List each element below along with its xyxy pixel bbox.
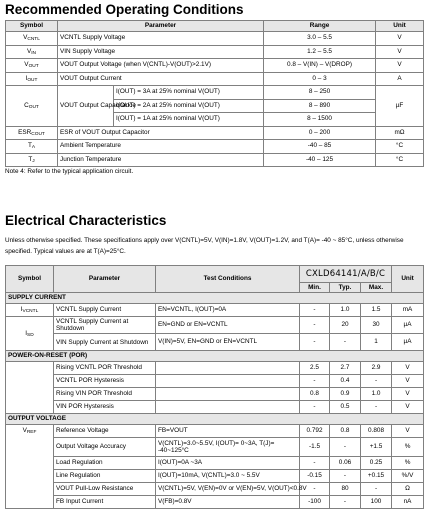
ec-intro: Unless otherwise specified. These specifications apply over V(CNTL)=5V, V(IN)=1.8V, V(OUT)=1.2V, and T(A)= -40 ~ 85°C, unless otherwise specified. Typical values are at T(A)=25°C.	[5, 237, 404, 255]
max-cell: 2.9	[361, 362, 392, 375]
table-row	[6, 483, 424, 496]
roc-header-row	[6, 21, 424, 32]
condition-cell	[156, 362, 300, 375]
table-row	[6, 140, 424, 154]
parameter-cell: Reference Voltage	[54, 425, 156, 438]
parameter-cell: VCNTL POR Hysteresis	[54, 375, 156, 388]
parameter-cell: Rising VCNTL POR Threshold	[54, 362, 156, 375]
table-row	[6, 126, 424, 140]
parameter-cell: Rising VIN POR Threshold	[54, 388, 156, 401]
typ-cell: 0.9	[330, 388, 361, 401]
typ-cell: 2.7	[330, 362, 361, 375]
condition-cell: I(OUT)=10mA, V(CNTL)=3.0 ~ 5.5V	[156, 470, 300, 483]
unit-cell: V	[376, 32, 424, 46]
symbol-cell: $I_{SD}$	[6, 317, 54, 351]
unit-cell: µA	[392, 334, 424, 351]
max-cell: 1.0	[361, 388, 392, 401]
group-row-por	[6, 351, 424, 362]
ec-header-typ: Typ.	[330, 283, 361, 293]
max-cell: 1.5	[361, 304, 392, 317]
parameter-cell: VCNTL Supply Current at Shutdown	[54, 317, 156, 334]
table-row	[6, 32, 424, 46]
typ-cell: 0.8	[330, 425, 361, 438]
condition-cell: FB=VOUT	[156, 425, 300, 438]
range-cell: 8 – 250	[264, 86, 376, 100]
typ-cell: 0.5	[330, 401, 361, 414]
roc-header-symbol: Symbol	[6, 21, 58, 32]
typ-cell: 80	[330, 483, 361, 496]
condition-cell: I(OUT)=0A ~3A	[156, 457, 300, 470]
unit-cell: V	[392, 362, 424, 375]
max-cell: -	[361, 401, 392, 414]
min-cell: -	[300, 375, 330, 388]
typ-cell: -	[330, 334, 361, 351]
condition-cell: V(CNTL)=5V, V(EN)=0V or V(EN)=5V, V(OUT)<0.8V	[156, 483, 300, 496]
min-cell: -1.5	[300, 438, 330, 457]
unit-cell: V	[376, 45, 424, 59]
parameter-cell: Load Regulation	[54, 457, 156, 470]
typ-cell: 20	[330, 317, 361, 334]
range-cell: 0 – 3	[264, 72, 376, 86]
condition-cell: V(FB)=0.8V	[156, 496, 300, 509]
range-cell: -40 – 125	[264, 153, 376, 167]
parameter-cell: VOUT Output Current	[58, 72, 264, 86]
typ-cell: 0.06	[330, 457, 361, 470]
ec-table	[5, 265, 424, 509]
range-cell: 0 – 200	[264, 126, 376, 140]
condition-cell	[156, 401, 300, 414]
parameter-cell: Ambient Temperature	[58, 140, 264, 154]
ec-title: Electrical Characteristics	[5, 213, 167, 228]
max-cell: 1	[361, 334, 392, 351]
condition-cell: EN=GND or EN=VCNTL	[156, 317, 300, 334]
group-label: OUTPUT VOLTAGE	[6, 414, 424, 425]
min-cell: -	[300, 334, 330, 351]
table-row	[6, 59, 424, 73]
symbol-cell: $T_J$	[6, 153, 58, 167]
min-cell: -	[300, 457, 330, 470]
roc-table	[5, 20, 424, 167]
unit-cell: %	[392, 438, 424, 457]
max-cell: 100	[361, 496, 392, 509]
min-cell: 2.5	[300, 362, 330, 375]
symbol-cell: $ESR_{COUT}$	[6, 126, 58, 140]
parameter-cell: Junction Temperature	[58, 153, 264, 167]
typ-cell: -	[330, 496, 361, 509]
min-cell: -	[300, 401, 330, 414]
range-cell: -40 – 85	[264, 140, 376, 154]
range-cell: 0.8 – V(IN) – V(DROP)	[264, 59, 376, 73]
table-row	[6, 388, 424, 401]
min-cell: 0.8	[300, 388, 330, 401]
unit-cell: µF	[376, 86, 424, 127]
roc-header-range: Range	[264, 21, 376, 32]
group-row-supply	[6, 293, 424, 304]
symbol-cell: $C_{OUT}$	[6, 86, 58, 127]
table-row	[6, 153, 424, 167]
typ-cell: -	[330, 470, 361, 483]
condition-cell: I(OUT) = 2A at 25% nominal V(OUT)	[114, 99, 264, 113]
unit-cell: °C	[376, 153, 424, 167]
max-cell: +1.5	[361, 438, 392, 457]
table-row	[6, 72, 424, 86]
ec-header-conditions: Test Conditions	[156, 266, 300, 293]
unit-cell: V	[392, 401, 424, 414]
unit-cell: µA	[392, 317, 424, 334]
roc-title: Recommended Operating Conditions	[5, 2, 244, 17]
ec-header-part-number: CXLD64141/A/B/C	[300, 266, 392, 283]
max-cell: -	[361, 375, 392, 388]
table-row	[6, 496, 424, 509]
parameter-cell: VOUT Output Capacitance	[58, 86, 114, 127]
parameter-cell: VCNTL Supply Voltage	[58, 32, 264, 46]
unit-cell: mΩ	[376, 126, 424, 140]
symbol-cell: $V_{IN}$	[6, 45, 58, 59]
typ-cell: 0.4	[330, 375, 361, 388]
ec-header-max: Max.	[361, 283, 392, 293]
roc-note: Note 4: Refer to the typical application circuit.	[5, 168, 134, 175]
table-row	[6, 457, 424, 470]
unit-cell: A	[376, 72, 424, 86]
max-cell: -	[361, 483, 392, 496]
group-label: SUPPLY CURRENT	[6, 293, 424, 304]
symbol-cell	[6, 362, 54, 414]
table-row	[6, 362, 424, 375]
max-cell: 0.808	[361, 425, 392, 438]
range-cell: 3.0 – 5.5	[264, 32, 376, 46]
condition-cell	[156, 388, 300, 401]
unit-cell: V	[376, 59, 424, 73]
unit-cell: mA	[392, 304, 424, 317]
symbol-cell: $I_{VCNTL}$	[6, 304, 54, 317]
min-cell: -	[300, 304, 330, 317]
table-row	[6, 375, 424, 388]
parameter-cell: VOUT Pull-Low Resistance	[54, 483, 156, 496]
table-row	[6, 334, 424, 351]
max-cell: 30	[361, 317, 392, 334]
table-row	[6, 401, 424, 414]
parameter-cell: VIN POR Hysteresis	[54, 401, 156, 414]
unit-cell: %	[392, 457, 424, 470]
max-cell: 0.25	[361, 457, 392, 470]
symbol-cell: $I_{OUT}$	[6, 72, 58, 86]
typ-cell: 1.0	[330, 304, 361, 317]
ec-header-symbol: Symbol	[6, 266, 54, 293]
parameter-cell: VOUT Output Voltage (when V(CNTL)-V(OUT)>2.1V)	[58, 59, 264, 73]
table-row	[6, 317, 424, 334]
condition-cell: EN=VCNTL, I(OUT)=0A	[156, 304, 300, 317]
roc-header-parameter: Parameter	[58, 21, 264, 32]
condition-cell: V(CNTL)=3.0~5.5V, I(OUT)= 0~3A, T(J)= -40~125°C	[156, 438, 300, 457]
symbol-cell: $V_{REF}$	[6, 425, 54, 509]
symbol-cell: $V_{CNTL}$	[6, 32, 58, 46]
table-row	[6, 45, 424, 59]
parameter-cell: VCNTL Supply Current	[54, 304, 156, 317]
group-label: POWER-ON-RESET (POR)	[6, 351, 424, 362]
symbol-cell: $T_A$	[6, 140, 58, 154]
parameter-cell: VIN Supply Current at Shutdown	[54, 334, 156, 351]
table-row	[6, 470, 424, 483]
table-row	[6, 86, 424, 100]
unit-cell: V	[392, 425, 424, 438]
condition-cell	[156, 375, 300, 388]
ec-header-row	[6, 266, 424, 283]
condition-cell: V(IN)=5V, EN=GND or EN=VCNTL	[156, 334, 300, 351]
unit-cell: °C	[376, 140, 424, 154]
min-cell: 0.792	[300, 425, 330, 438]
unit-cell: Ω	[392, 483, 424, 496]
min-cell: -	[300, 317, 330, 334]
parameter-cell: VIN Supply Voltage	[58, 45, 264, 59]
roc-header-unit: Unit	[376, 21, 424, 32]
typ-cell: -	[330, 438, 361, 457]
min-cell: -	[300, 483, 330, 496]
unit-cell: nA	[392, 496, 424, 509]
group-row-output	[6, 414, 424, 425]
parameter-cell: Line Regulation	[54, 470, 156, 483]
condition-cell: I(OUT) = 1A at 25% nominal V(OUT)	[114, 113, 264, 127]
ec-header-min: Min.	[300, 283, 330, 293]
ec-header-parameter: Parameter	[54, 266, 156, 293]
parameter-cell: ESR of VOUT Output Capacitor	[58, 126, 264, 140]
range-cell: 8 – 1500	[264, 113, 376, 127]
min-cell: -0.15	[300, 470, 330, 483]
table-row	[6, 304, 424, 317]
parameter-cell: Output Voltage Accuracy	[54, 438, 156, 457]
unit-cell: V	[392, 375, 424, 388]
symbol-cell: $V_{OUT}$	[6, 59, 58, 73]
unit-cell: V	[392, 388, 424, 401]
min-cell: -100	[300, 496, 330, 509]
condition-cell: I(OUT) = 3A at 25% nominal V(OUT)	[114, 86, 264, 100]
parameter-cell: FB Input Current	[54, 496, 156, 509]
range-cell: 8 – 890	[264, 99, 376, 113]
table-row	[6, 425, 424, 438]
ec-header-unit: Unit	[392, 266, 424, 293]
unit-cell: %/V	[392, 470, 424, 483]
table-row	[6, 438, 424, 457]
max-cell: +0.15	[361, 470, 392, 483]
range-cell: 1.2 – 5.5	[264, 45, 376, 59]
